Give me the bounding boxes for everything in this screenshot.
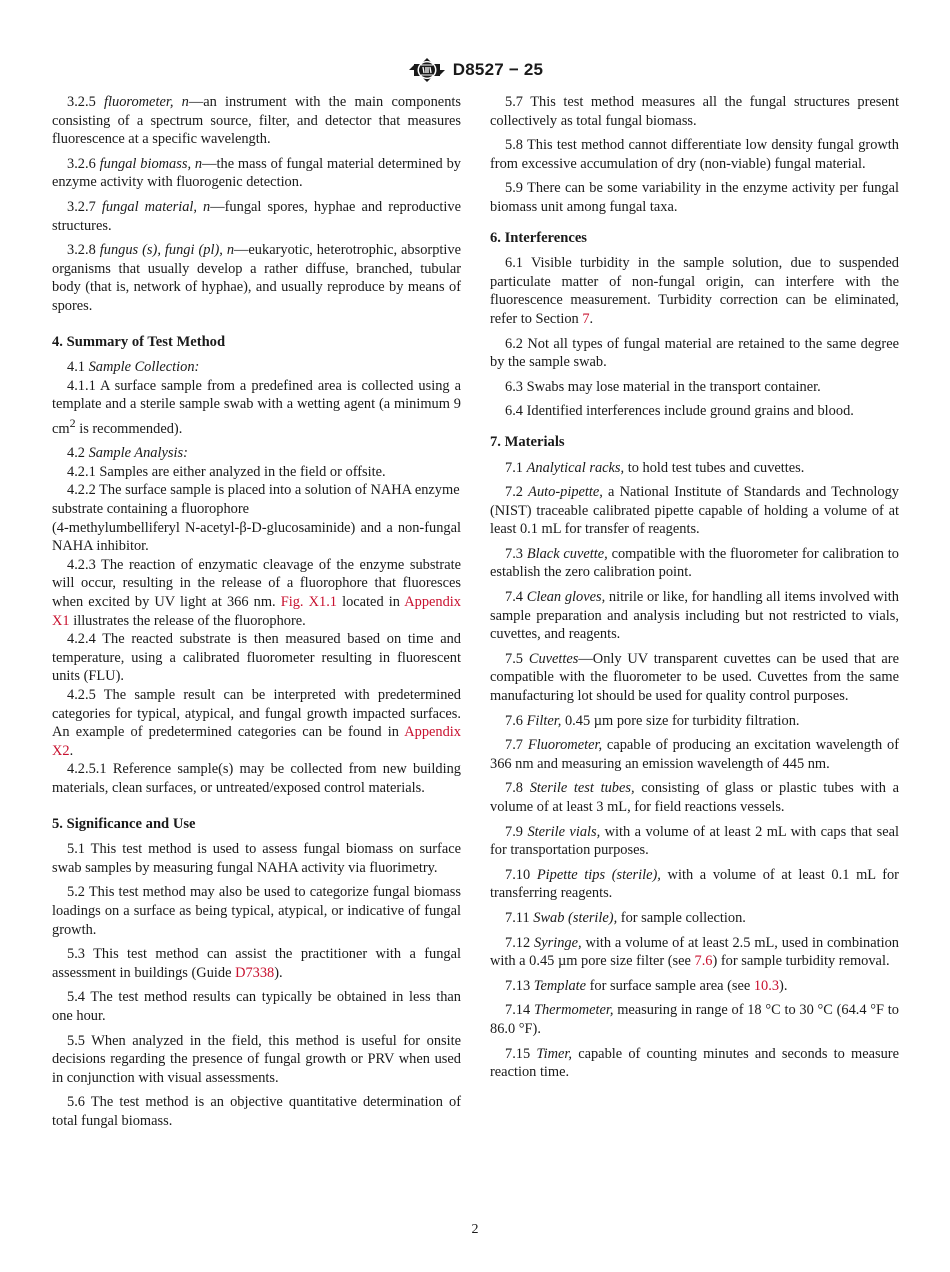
- paragraph-7-4: 7.4 Clean gloves, nitrile or like, for handling all items involved with sample preparation and analysis including but not restricted to vials, cuvettes, and reagents.: [490, 589, 899, 643]
- page-header: [0, 57, 950, 83]
- paragraph-4-2-5: 4.2.5 The sample result can be interpreted with predetermined categories for typical, atypical, and fungal growth impacted surfaces. An example of predetermined categories can be found in Appendix X2.: [52, 687, 461, 759]
- paragraph-4-2-2-a: 4.2.2 The surface sample is placed into a solution of NAHA enzyme substrate containing a fluorophore: [52, 482, 460, 518]
- d7338-link[interactable]: D7338: [235, 964, 275, 981]
- left-column: [52, 93, 461, 1136]
- definition-3-2-5: 3.2.5 fluorometer, n—an instrument with the main components consisting of a spectrum source, filter, and detector that measures fluorescence at a specific wavelength.: [52, 94, 461, 148]
- appendix-x2-link[interactable]: Appendix X2: [52, 724, 461, 759]
- paragraph-4-2-2-b: (4-methylumbelliferyl N-acetyl-β-D-glucosaminide) and a non-fungal NAHA inhibitor.: [52, 519, 461, 555]
- paragraph-4-2-1: 4.2.1 Samples are either analyzed in the field or offsite.: [67, 463, 386, 480]
- section-7-link[interactable]: 7: [582, 310, 590, 327]
- document-designation: D8527 − 25: [452, 60, 544, 79]
- definition-3-2-7: 3.2.7 fungal material, n—fungal spores, hyphae and reproductive structures.: [52, 198, 461, 234]
- paragraph-7-3: 7.3 Black cuvette, compatible with the fluorometer for calibration to establish the zero calibration point.: [490, 545, 899, 581]
- paragraph-7-15: 7.15 Timer, capable of counting minutes and seconds to measure reaction time.: [490, 1045, 899, 1081]
- paragraph-4-2-3: 4.2.3 The reaction of enzymatic cleavage of the enzyme substrate will occur, resulting in the release of a fluorophore that fluoresces when excited by UV light at 366 nm. Fig. X1.1 located in Appendix X1 illustrates the release of the fluorophore.: [52, 556, 461, 629]
- paragraph-5-9: 5.9 There can be some variability in the enzyme activity per fungal biomass unit among fungal taxa.: [490, 180, 899, 215]
- fig-x1-1-link[interactable]: Fig. X1.1: [280, 594, 337, 611]
- ref-7-6-link[interactable]: 7.6: [694, 953, 713, 970]
- section-5-heading: 5. Significance and Use: [52, 815, 196, 832]
- paragraph-7-11: 7.11 Swab (sterile), for sample collection.: [505, 909, 746, 926]
- paragraph-4-2-4: 4.2.4 The reacted substrate is then measured based on time and temperature, using a calibrated fluorometer resulting in fluorescent units (FLU).: [52, 631, 461, 685]
- section-7-heading: 7. Materials: [490, 433, 565, 450]
- paragraph-7-7: 7.7 Fluorometer, capable of producing an excitation wavelength of 366 nm and measuring an emission wavelength of 445 nm.: [490, 737, 899, 772]
- paragraph-7-5: 7.5 Cuvettes—Only UV transparent cuvettes can be used that are compatible with the fluorometer to be used. Cuvettes from the same manufacturing lot should be used for quality control purposes.: [490, 650, 899, 705]
- paragraph-7-9: 7.9 Sterile vials, with a volume of at least 2 mL with caps that seal for transportation purposes.: [490, 823, 899, 859]
- paragraph-4-2: 4.2 Sample Analysis:: [67, 445, 188, 462]
- paragraph-7-12: 7.12 Syringe, with a volume of at least 2.5 mL, used in combination with a 0.45 µm pore size filter (see 7.6) for sample turbidity removal.: [490, 934, 899, 970]
- paragraph-7-8: 7.8 Sterile test tubes, consisting of glass or plastic tubes with a volume of at least 3 mL, for field reactions vessels.: [490, 780, 899, 815]
- paragraph-6-3: 6.3 Swabs may lose material in the transport container.: [505, 378, 821, 395]
- paragraph-5-3: 5.3 This test method can assist the practitioner with a fungal assessment in buildings (Guide D7338).: [52, 946, 461, 981]
- page-number: 2: [471, 1222, 479, 1237]
- paragraph-4-1: 4.1 Sample Collection:: [67, 359, 200, 376]
- paragraph-5-6: 5.6 The test method is an objective quantitative determination of total fungal biomass.: [52, 1094, 461, 1129]
- right-column: [490, 93, 899, 1088]
- astm-logo: [407, 57, 447, 83]
- section-4-heading: 4. Summary of Test Method: [52, 333, 226, 350]
- paragraph-7-13: 7.13 Template for surface sample area (see 10.3).: [505, 977, 788, 994]
- paragraph-7-14: 7.14 Thermometer, measuring in range of 18 °C to 30 °C (64.4 °F to 86.0 °F).: [490, 1002, 899, 1037]
- paragraph-6-1: 6.1 Visible turbidity in the sample solution, due to suspended particulate matter of non-fungal origin, can interfere with the fluorescence measurement. Turbidity correction can be eliminated, refer to Section 7.: [490, 255, 899, 327]
- appendix-x1-link[interactable]: Appendix X1: [52, 594, 461, 629]
- paragraph-7-1: 7.1 Analytical racks, to hold test tubes and cuvettes.: [505, 459, 805, 476]
- paragraph-5-5: 5.5 When analyzed in the field, this method is useful for onsite decisions regarding the presence of fungal growth or PRV when used in conjunction with visual assessments.: [52, 1032, 461, 1086]
- paragraph-6-2: 6.2 Not all types of fungal material are retained to the same degree by the sample swab.: [490, 335, 899, 371]
- paragraph-4-2-5-1: 4.2.5.1 Reference sample(s) may be collected from new building materials, clean surfaces, or untreated/exposed control materials.: [52, 761, 461, 796]
- paragraph-4-1-1: 4.1.1 A surface sample from a predefined area is collected using a template and a sterile sample swab with a wetting agent (a minimum 9 $cm^2$ is recommended).: [52, 377, 461, 437]
- paragraph-6-4: 6.4 Identified interferences include ground grains and blood.: [505, 403, 854, 420]
- paragraph-7-2: 7.2 Auto-pipette, a National Institute of Standards and Technology (NIST) traceable calibrated pipette capable of holding a volume of at least 0.1 mL for transfer of reagents.: [490, 484, 899, 538]
- ref-10-3-link[interactable]: 10.3: [753, 977, 780, 994]
- definition-3-2-6: 3.2.6 fungal biomass, n—the mass of fungal material determined by enzyme activity with fluorogenic detection.: [52, 155, 461, 191]
- section-6-heading: 6. Interferences: [490, 229, 587, 246]
- paragraph-7-6: 7.6 Filter, 0.45 µm pore size for turbidity filtration.: [505, 712, 800, 729]
- paragraph-5-2: 5.2 This test method may also be used to categorize fungal biomass loadings on a surface as being typical, atypical, or indicative of fungal growth.: [52, 884, 461, 938]
- paragraph-5-7: 5.7 This test method measures all the fungal structures present collectively as total fungal biomass.: [490, 94, 899, 129]
- paragraph-7-10: 7.10 Pipette tips (sterile), with a volume of at least 0.1 mL for transferring reagents.: [490, 866, 899, 902]
- paragraph-5-8: 5.8 This test method cannot differentiate low density fungal growth from excessive accumulation of dry (non-viable) fungal material.: [490, 137, 899, 172]
- definition-3-2-8: 3.2.8 fungus (s), fungi (pl), n—eukaryotic, heterotrophic, absorptive organisms that usually develop a rather diffuse, branched, tubular body (that is, network of hyphae), and usually reproduce by means of spores.: [52, 242, 461, 314]
- paragraph-5-1: 5.1 This test method is used to assess fungal biomass on surface swab samples by measuring fungal NAHA activity via fluorimetry.: [52, 841, 461, 876]
- paragraph-5-4: 5.4 The test method results can typically be obtained in less than one hour.: [52, 989, 461, 1024]
